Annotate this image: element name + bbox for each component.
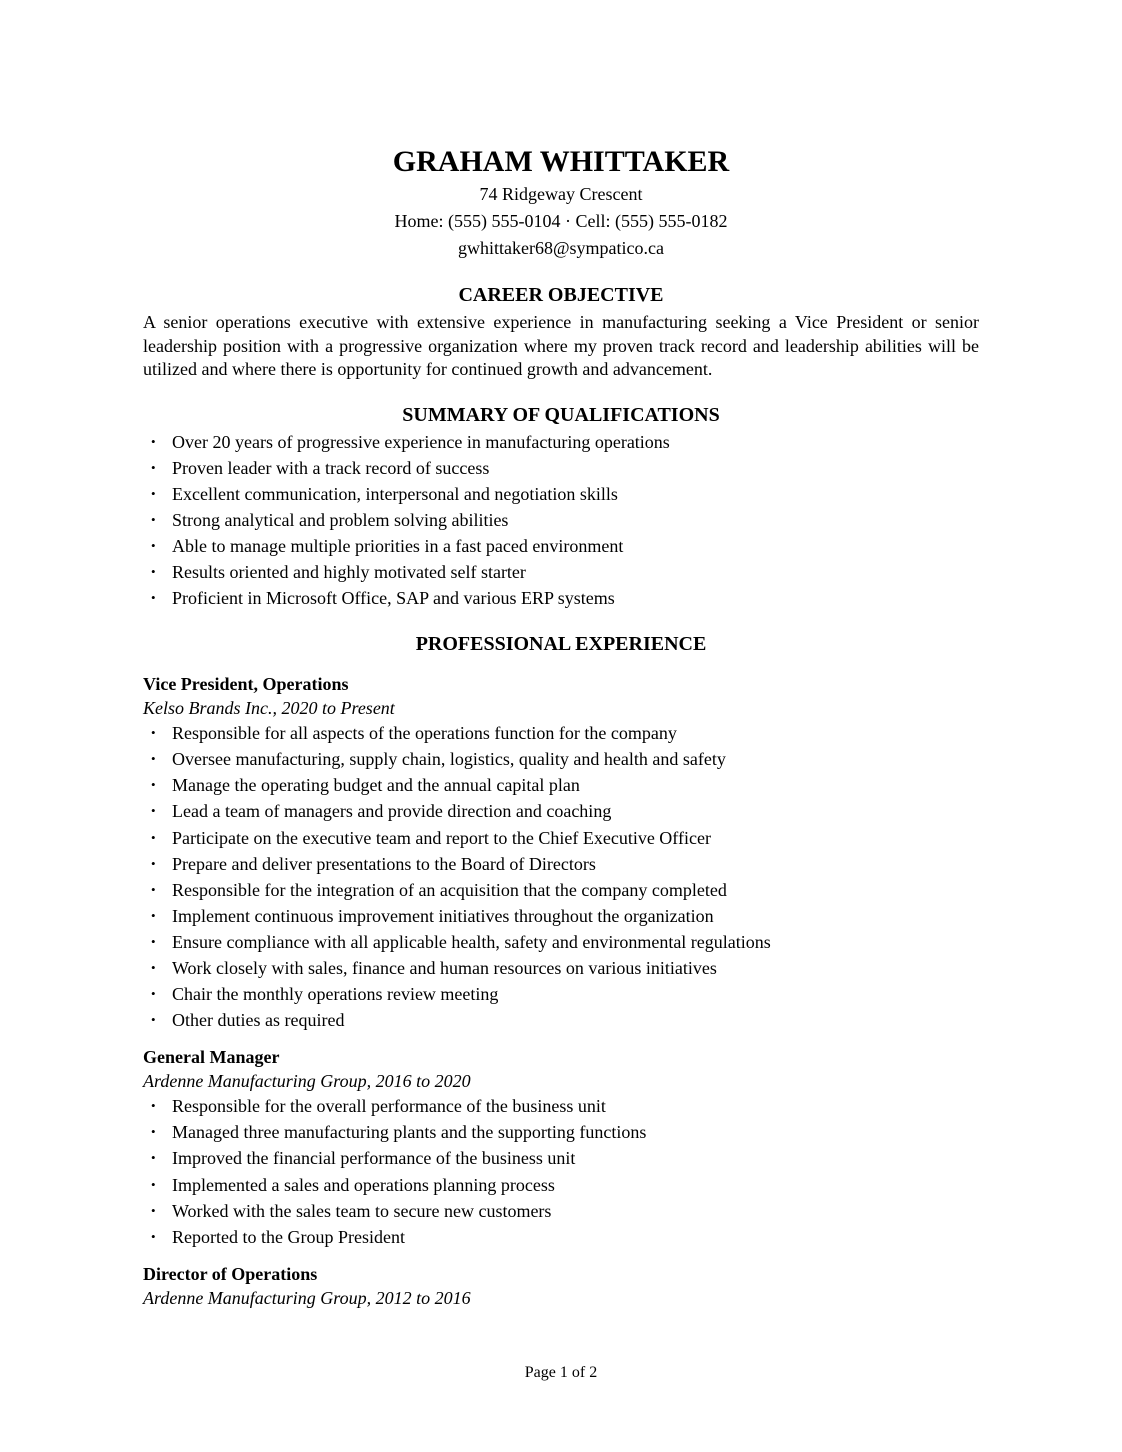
job-duty-item: • Worked with the sales team to secure new customers [143, 1198, 979, 1224]
job-duty-item: • Lead a team of managers and provide direction and coaching [143, 798, 979, 824]
qualification-item: • Proven leader with a track record of success [143, 455, 979, 481]
career-objective-text: A senior operations executive with extensive experience in manufacturing seeking a Vice President or senior leadership position with a progressive organization where my proven track record and leadership abilities will be utilized and where there is opportunity for continued growth and advancement. [143, 312, 979, 379]
address: 74 Ridgeway Crescent [479, 184, 643, 204]
qualifications-heading: SUMMARY OF QUALIFICATIONS [402, 403, 720, 426]
job-title: Director of Operations [143, 1263, 318, 1284]
qualification-item: • Over 20 years of progressive experience in manufacturing operations [143, 429, 979, 455]
job-duty-item: • Oversee manufacturing, supply chain, logistics, quality and health and safety [143, 746, 979, 772]
job-duty-item: • Implemented a sales and operations planning process [143, 1172, 979, 1198]
phone-numbers: Home: (555) 555-0104 · Cell: (555) 555-0182 [394, 211, 728, 231]
experience-heading: PROFESSIONAL EXPERIENCE [415, 633, 707, 656]
job-company: Ardenne Manufacturing Group, 2012 to 2016 [143, 1287, 471, 1308]
qualifications-section [143, 401, 979, 612]
job-duty-item: • Work closely with sales, finance and human resources on various initiatives [143, 955, 979, 981]
job-duty-item: • Ensure compliance with all applicable health, safety and environmental regulations [143, 929, 979, 955]
job-entry [143, 1045, 979, 1250]
job-duty-item: • Prepare and deliver presentations to the Board of Directors [143, 851, 979, 877]
job-entry [143, 672, 979, 1033]
job-duty-item: • Reported to the Group President [143, 1224, 979, 1250]
job-duty-item: • Responsible for the overall performance of the business unit [143, 1093, 979, 1119]
experience-section [143, 630, 979, 1310]
resume-header [143, 144, 979, 262]
job-duty-item: • Other duties as required [143, 1007, 979, 1033]
career-objective-section [143, 281, 979, 382]
job-entry [143, 1262, 979, 1310]
job-duty-item: • Responsible for the integration of an acquisition that the company completed [143, 877, 979, 903]
job-duty-item: • Participate on the executive team and report to the Chief Executive Officer [143, 825, 979, 851]
qualification-item: • Strong analytical and problem solving abilities [143, 507, 979, 533]
page-number: Page 1 of 2 [524, 1364, 598, 1381]
job-title: Vice President, Operations [143, 674, 349, 695]
career-objective-heading: CAREER OBJECTIVE [458, 284, 664, 306]
job-duties-list [143, 1093, 979, 1250]
candidate-name: GRAHAM WHITTAKER [392, 145, 730, 178]
email-address: gwhittaker68@sympatico.ca [457, 238, 664, 258]
qualification-item: • Able to manage multiple priorities in a fast paced environment [143, 533, 979, 559]
job-company: Ardenne Manufacturing Group, 2016 to 2020 [143, 1071, 471, 1092]
job-duty-item: • Improved the financial performance of the business unit [143, 1145, 979, 1171]
job-duty-item: • Managed three manufacturing plants and the supporting functions [143, 1119, 979, 1145]
job-duty-item: • Responsible for all aspects of the operations function for the company [143, 720, 979, 746]
job-duty-item: • Chair the monthly operations review meeting [143, 981, 979, 1007]
job-duties-list [143, 720, 979, 1033]
job-company: Kelso Brands Inc., 2020 to Present [143, 698, 395, 719]
job-duty-item: • Manage the operating budget and the annual capital plan [143, 772, 979, 798]
qualification-item: • Proficient in Microsoft Office, SAP and various ERP systems [143, 585, 979, 611]
qualification-item: • Excellent communication, interpersonal and negotiation skills [143, 481, 979, 507]
resume-page [143, 144, 979, 1310]
job-title: General Manager [143, 1047, 280, 1068]
qualification-item: • Results oriented and highly motivated self starter [143, 559, 979, 585]
job-duty-item: • Implement continuous improvement initiatives throughout the organization [143, 903, 979, 929]
qualifications-list [143, 429, 979, 612]
